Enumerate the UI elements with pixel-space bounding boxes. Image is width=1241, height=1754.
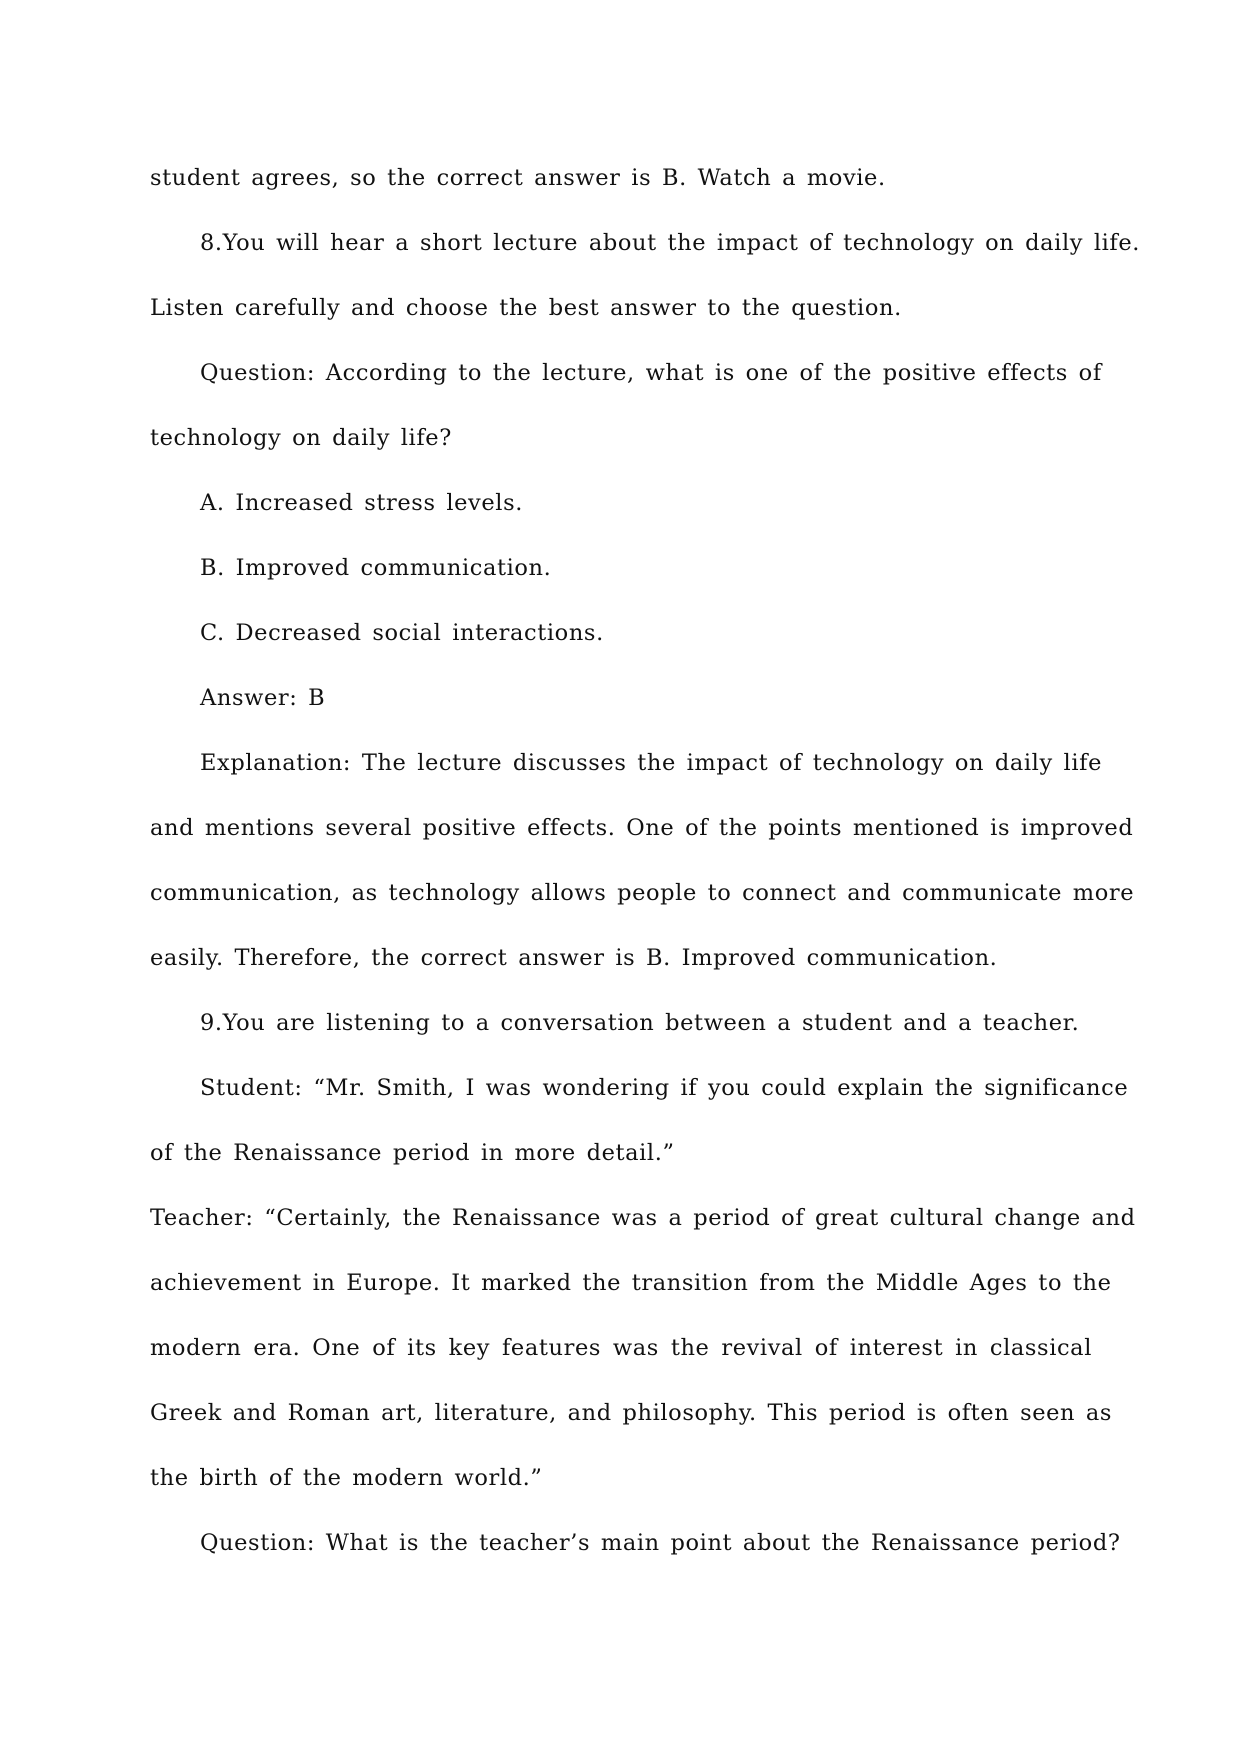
text-line: and mentions several positive effects. One of the points mentioned is improved: [150, 815, 1134, 841]
explanation: Explanation: The lecture discusses the impact of technology on daily life: [200, 750, 1102, 776]
question-9-intro: 9.You are listening to a conversation between a student and a teacher.: [200, 1010, 1080, 1036]
student-dialogue: Student: “Mr. Smith, I was wondering if you could explain the significance: [200, 1075, 1129, 1101]
text-line: achievement in Europe. It marked the transition from the Middle Ages to the: [150, 1270, 1112, 1296]
text-line: easily. Therefore, the correct answer is B. Improved communication.: [150, 945, 998, 971]
option-b: B. Improved communication.: [200, 555, 552, 581]
question-9-prompt: Question: What is the teacher’s main point about the Renaissance period?: [200, 1530, 1121, 1556]
teacher-dialogue: Teacher: “Certainly, the Renaissance was a period of great cultural change and: [150, 1205, 1136, 1231]
text-line: the birth of the modern world.”: [150, 1465, 543, 1491]
text-line: student agrees, so the correct answer is B. Watch a movie.: [150, 165, 886, 191]
question-8-prompt: Question: According to the lecture, what is one of the positive effects of: [200, 360, 1102, 386]
answer: Answer: B: [200, 685, 326, 711]
document-body: [150, 146, 1141, 1576]
question-8-intro: 8.You will hear a short lecture about the impact of technology on daily life.: [200, 230, 1141, 256]
option-c: C. Decreased social interactions.: [200, 620, 604, 646]
text-line: modern era. One of its key features was the revival of interest in classical: [150, 1335, 1092, 1361]
text-line: Greek and Roman art, literature, and philosophy. This period is often seen as: [150, 1400, 1113, 1426]
text-line: technology on daily life?: [150, 425, 452, 451]
option-a: A. Increased stress levels.: [200, 490, 523, 516]
text-line: of the Renaissance period in more detail.”: [150, 1140, 675, 1166]
text-line: communication, as technology allows people to connect and communicate more: [150, 880, 1135, 906]
text-line: Listen carefully and choose the best answer to the question.: [150, 295, 902, 321]
